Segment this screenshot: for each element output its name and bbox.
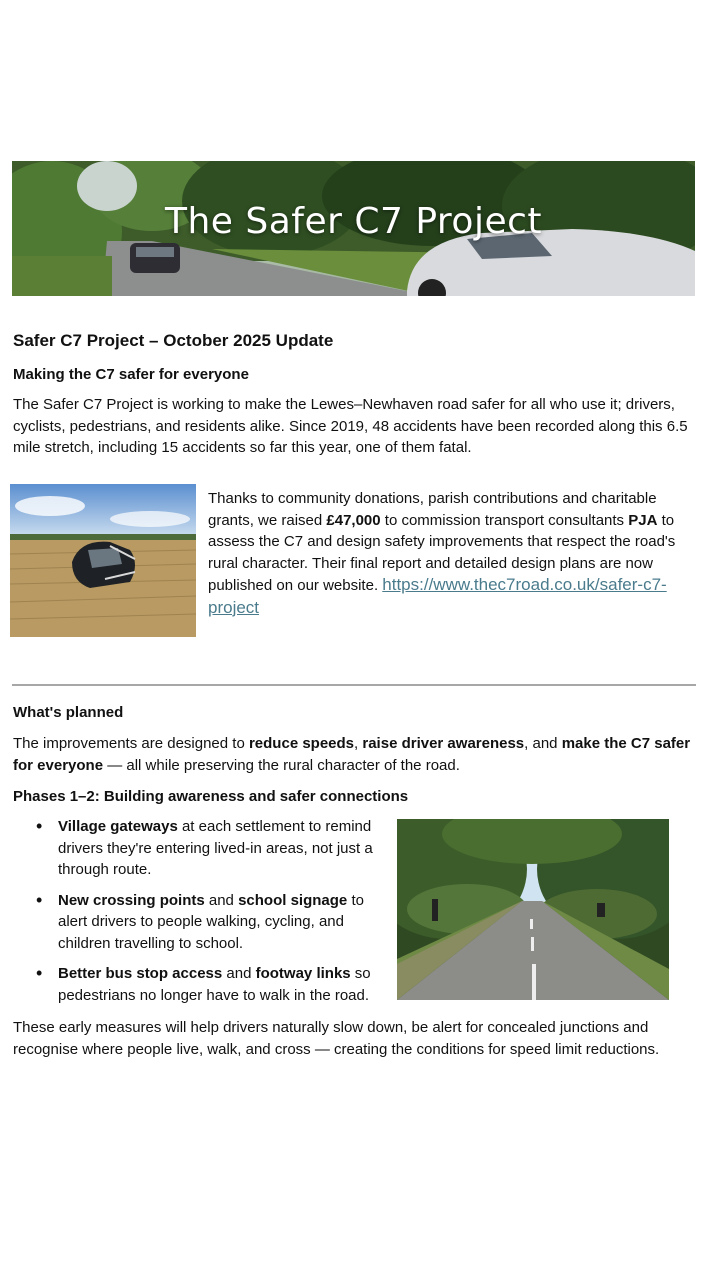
closing-paragraph: These early measures will help drivers naturally slow down, be alert for concealed junctions and recognise where people live, walk, and cross — creating the conditions for speed limit reductions. xyxy=(13,1019,660,1058)
consultant-name: PJA xyxy=(628,511,658,529)
rural-road-photo xyxy=(397,819,669,1000)
funding-paragraph: Thanks to community donations, parish contributions and charitable grants, we raised £47,000 to commission transport consultants PJA to assess the C7 and design safety improvements that respect the road's rural character. Their final report and detailed design plans are now published on our website. https://www.thec7road.co.uk/safer-c7-project xyxy=(208,490,676,617)
project-link[interactable]: https://www.thec7road.co.uk/safer-c7-project xyxy=(208,575,667,617)
whats-planned-heading: What's planned xyxy=(13,704,124,721)
intro-paragraph: The Safer C7 Project is working to make the Lewes–Newhaven road safer for all who use it; drivers, cyclists, pedestrians, and residents alike. Since 2019, 48 accidents have been recorded along this 6.5 mile stretch, including 15 accidents so far this year, one of them fatal. xyxy=(13,396,688,456)
page-title: Safer C7 Project – October 2025 Update xyxy=(13,331,334,350)
list-item: • Better bus stop access and footway links so pedestrians no longer have to walk in the road. xyxy=(58,963,385,1006)
phases-heading: Phases 1–2: Building awareness and safer connections xyxy=(13,788,409,805)
header-banner xyxy=(12,161,695,296)
list-item: • Village gateways at each settlement to remind drivers they're entering lived-in areas, not just a through route. xyxy=(58,816,385,881)
list-item: • New crossing points and school signage to alert drivers to people walking, cycling, and children travelling to school. xyxy=(58,890,385,955)
funding-amount: £47,000 xyxy=(326,511,381,529)
subheading: Making the C7 safer for everyone xyxy=(13,366,249,383)
section-divider xyxy=(12,684,696,686)
banner-title: The Safer C7 Project xyxy=(164,201,543,242)
planned-paragraph: The improvements are designed to reduce speeds, raise driver awareness, and make the C7 safer for everyone — all while preserving the rural character of the road. xyxy=(13,735,691,774)
phases-list xyxy=(13,816,385,1015)
overturned-car-photo xyxy=(10,484,196,637)
